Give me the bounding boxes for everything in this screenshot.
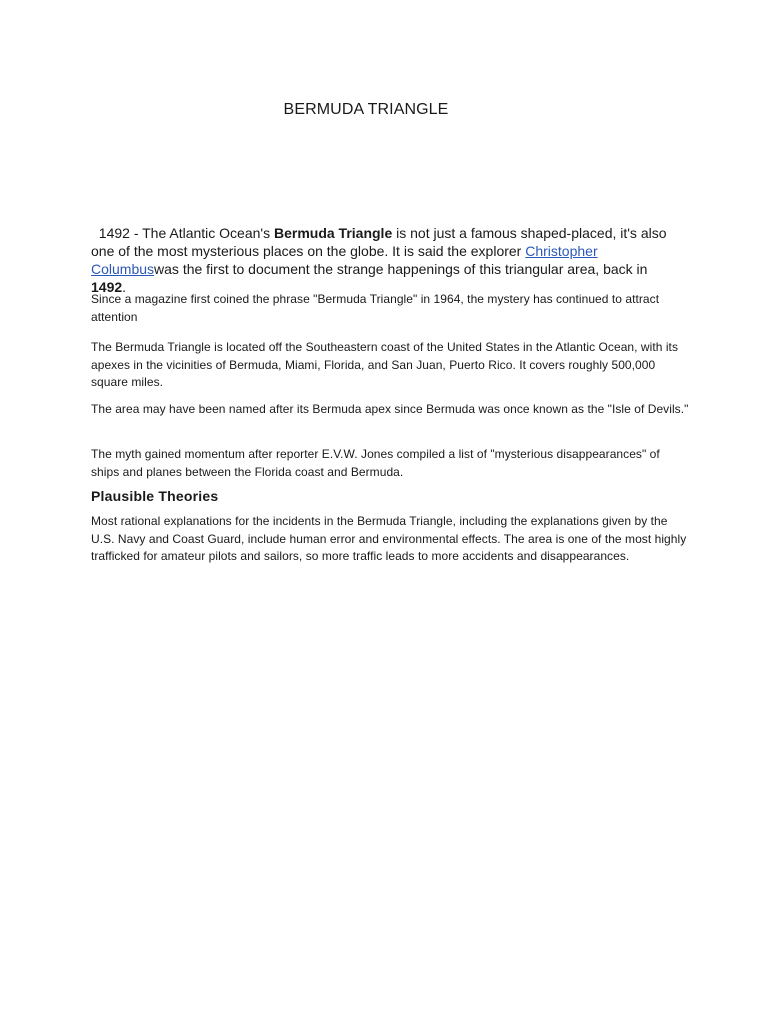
paragraph-location: The Bermuda Triangle is located off the Southeastern coast of the United States in the Atlantic Ocean, with its apexes in the vicinities of Bermuda, Miami, Florida, and San Juan, Puerto Rico. It covers roughly 500,000 square miles.: [91, 340, 678, 389]
intro-text-after-link: was the first to document the strange happenings of this triangular area, back in: [154, 261, 648, 277]
intro-paragraph: [91, 224, 681, 296]
section-heading-plausible-theories: Plausible Theories: [91, 488, 219, 504]
intro-text-middle: is not just a famous shaped-placed, it's also one of the most mysterious places on the globe. It is said the explorer: [91, 225, 667, 259]
christopher-columbus-link[interactable]: Christopher Columbus: [91, 243, 598, 277]
paragraph-magazine: Since a magazine first coined the phrase "Bermuda Triangle" in 1964, the mystery has continued to attract attention: [91, 292, 660, 324]
intro-text-end: .: [122, 279, 127, 295]
page-title: BERMUDA TRIANGLE: [283, 101, 449, 118]
paragraph-name-origin: The area may have been named after its Bermuda apex since Bermuda was once known as the "Isle of Devils.": [91, 402, 689, 416]
intro-text-start: 1492 - The Atlantic Ocean's: [91, 225, 274, 241]
year-bold: 1492: [91, 279, 123, 295]
paragraph-theories: Most rational explanations for the incidents in the Bermuda Triangle, including the explanations given by the U.S. Navy and Coast Guard, include human error and environmental effects. The area is one of the most highly trafficked for amateur pilots and sailors, so more traffic leads to more accidents and disappearances.: [91, 514, 687, 563]
bermuda-triangle-bold: Bermuda Triangle: [273, 225, 393, 241]
paragraph-myth: The myth gained momentum after reporter E.V.W. Jones compiled a list of "mysterious disappearances" of ships and planes between the Florida coast and Bermuda.: [91, 447, 660, 479]
